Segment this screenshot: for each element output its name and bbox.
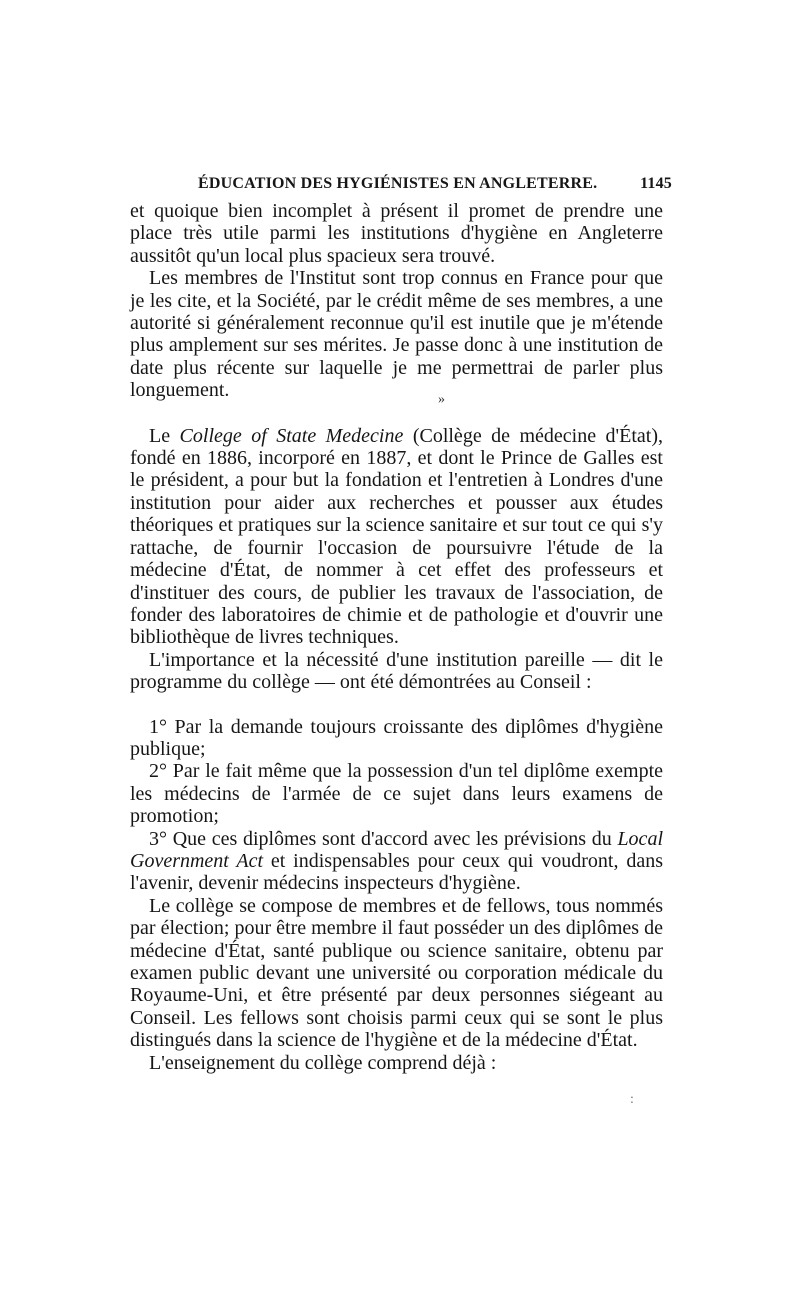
margin-mark: : bbox=[630, 1092, 634, 1107]
college-intro: Le bbox=[149, 424, 180, 447]
item3-intro: 3° Que ces diplômes sont d'accord avec les prévisions du bbox=[149, 827, 618, 850]
item3-rest: et indispensables pour ceux qui voudront, dans l'avenir, devenir médecins inspecteurs d'hygiène. bbox=[130, 849, 663, 895]
list-item-3 bbox=[130, 828, 663, 895]
paragraph-teaching: L'enseignement du collège comprend déjà : bbox=[149, 1051, 497, 1074]
running-title: ÉDUCATION DES HYGIÉNISTES EN ANGLETERRE. bbox=[198, 175, 598, 192]
running-header bbox=[198, 175, 672, 199]
paragraph-institut: Les membres de l'Institut sont trop connus en France pour que je les cite, et la Société, par le crédit même de ses membres, a une autorité si généralement reconnue qu'il est inutile que je m'étende plus amplement sur ses mérites. Je passe donc à une institution de date plus récente sur laquelle je me permettrai de parler plus longuement. bbox=[130, 267, 663, 402]
list-spacer bbox=[130, 694, 663, 716]
paragraph-continuation: et quoique bien incomplet à présent il promet de prendre une place très utile parmi les institutions d'hygiène en Angleterre aussitôt qu'un local plus spacieux sera trouvé. bbox=[130, 200, 663, 267]
body-text bbox=[130, 200, 663, 1074]
stray-mark: » bbox=[438, 392, 445, 407]
paragraph-importance: L'importance et la nécessité d'une institution pareille — dit le programme du collège — ont été démontrées au Conseil : bbox=[130, 648, 663, 694]
paragraph-membership: Le collège se compose de membres et de fellows, tous nommés par élection; pour être membre il faut posséder un des diplômes de médecine d'État, santé publique ou science sanitaire, obtenu par examen public devant une université ou corporation médicale du Royaume-Uni, et être présenté par deux personnes siégeant au Conseil. Les fellows sont choisis parmi ceux qui se sont le plus distingués dans la science de l'hygiène et de la médecine d'État. bbox=[130, 894, 663, 1052]
college-description: (Collège de médecine d'État), fondé en 1886, incorporé en 1887, et dont le Prince de Galles est le président, a pour but la fondation et l'entretien à Londres d'une institution pour aider aux recherches et pousser aux études théoriques et pratiques sur la science sanitaire et sur tout ce qui s'y rattache, de fournir l'occasion de poursuivre l'étude de la médecine d'État, de nommer à cet effet des professeurs et d'instituer des cours, de publier les travaux de l'association, de fonder des laboratoires de chimie et de pathologie et d'ouvrir une bibliothèque de livres techniques. bbox=[130, 424, 663, 649]
paragraph-college bbox=[130, 425, 663, 649]
list-item-2: 2° Par le fait même que la possession d'un tel diplôme exempte les médecins de l'armée de ce sujet dans leurs examens de promotion; bbox=[130, 760, 663, 828]
college-name: College of State Medecine bbox=[179, 424, 404, 447]
paragraph-spacer bbox=[130, 402, 663, 425]
list-item-1: 1° Par la demande toujours croissante des diplômes d'hygiène publique; bbox=[130, 715, 663, 760]
page-number: 1145 bbox=[640, 175, 672, 192]
act-name: Local Government Act bbox=[130, 827, 663, 872]
